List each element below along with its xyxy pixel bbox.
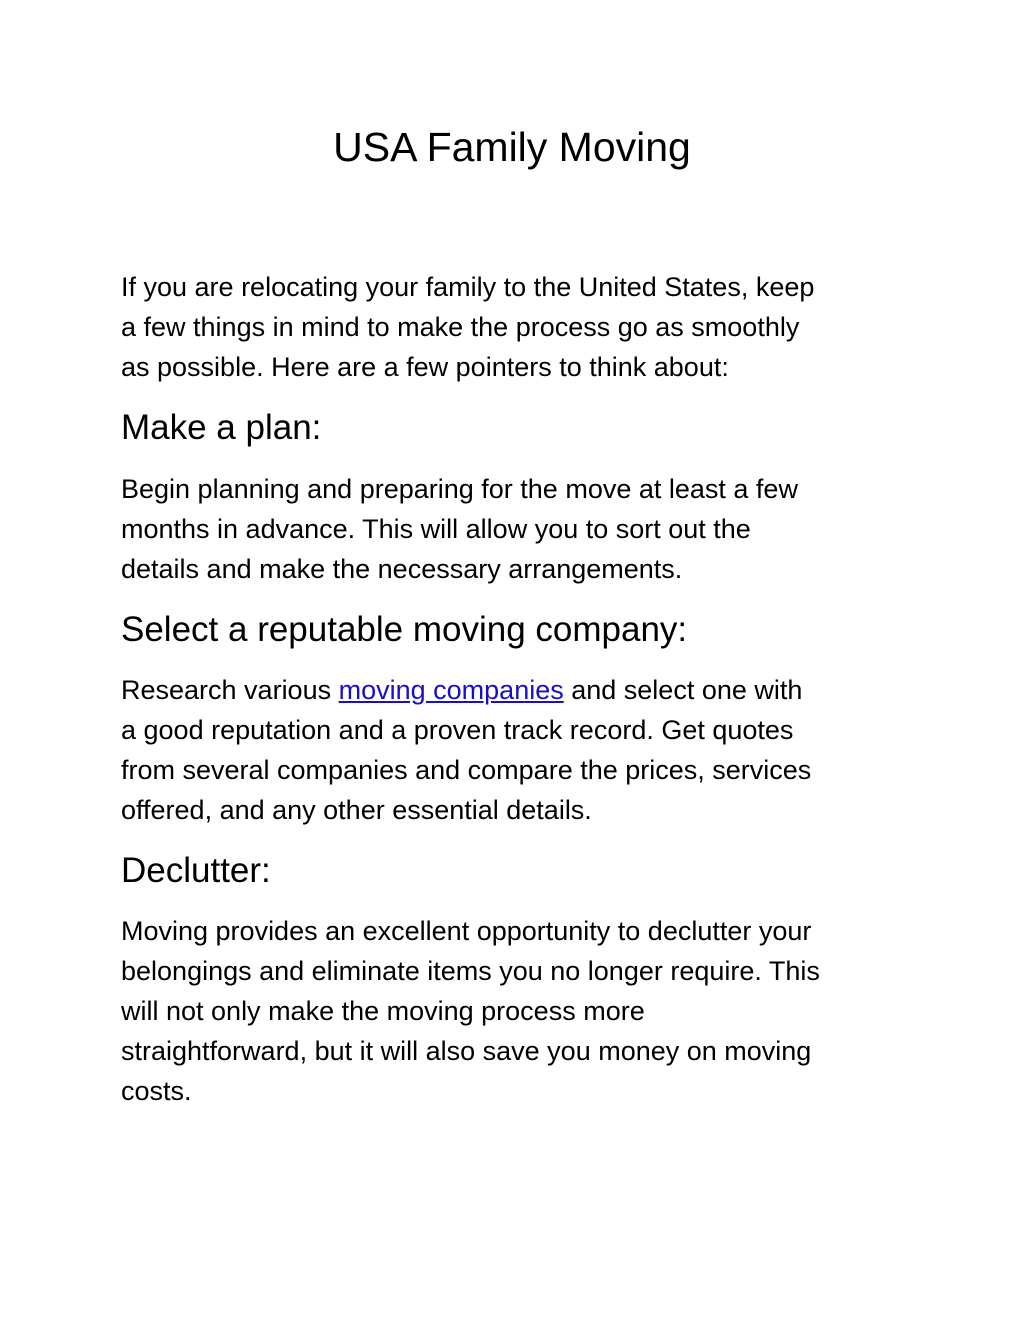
paragraph-line: costs. [121, 1076, 192, 1106]
section-heading-make-a-plan: Make a plan: [121, 408, 322, 447]
paragraph-line: straightforward, but it will also save you money on moving [121, 1036, 812, 1066]
intro-line: a few things in mind to make the process go as smoothly [121, 312, 800, 342]
paragraph-line: a good reputation and a proven track record. Get quotes [121, 715, 794, 745]
intro-line: as possible. Here are a few pointers to think about: [121, 352, 729, 382]
paragraph-line: months in advance. This will allow you to sort out the [121, 514, 751, 544]
intro-line: If you are relocating your family to the United States, keep [121, 272, 815, 302]
document-title: USA Family Moving [333, 124, 691, 170]
paragraph-line: will not only make the moving process more [121, 996, 645, 1026]
intro-paragraph [121, 267, 921, 387]
section-paragraph-make-a-plan [121, 469, 921, 589]
section-heading-moving-company: Select a reputable moving company: [121, 610, 688, 649]
paragraph-line: details and make the necessary arrangements. [121, 554, 683, 584]
paragraph-line: belongings and eliminate items you no longer require. This [121, 956, 820, 986]
paragraph-text: Research various [121, 675, 339, 705]
section-heading-declutter: Declutter: [121, 851, 271, 890]
moving-companies-link[interactable]: moving companies [338, 675, 564, 705]
paragraph-line: offered, and any other essential details. [121, 795, 592, 825]
section-paragraph-declutter [121, 911, 921, 1111]
section-paragraph-moving-company [121, 670, 921, 830]
paragraph-line [121, 670, 921, 710]
paragraph-text: and select one with [563, 675, 803, 705]
paragraph-line: Begin planning and preparing for the move at least a few [121, 474, 798, 504]
paragraph-line: Moving provides an excellent opportunity to declutter your [121, 916, 812, 946]
paragraph-line: from several companies and compare the prices, services [121, 755, 812, 785]
